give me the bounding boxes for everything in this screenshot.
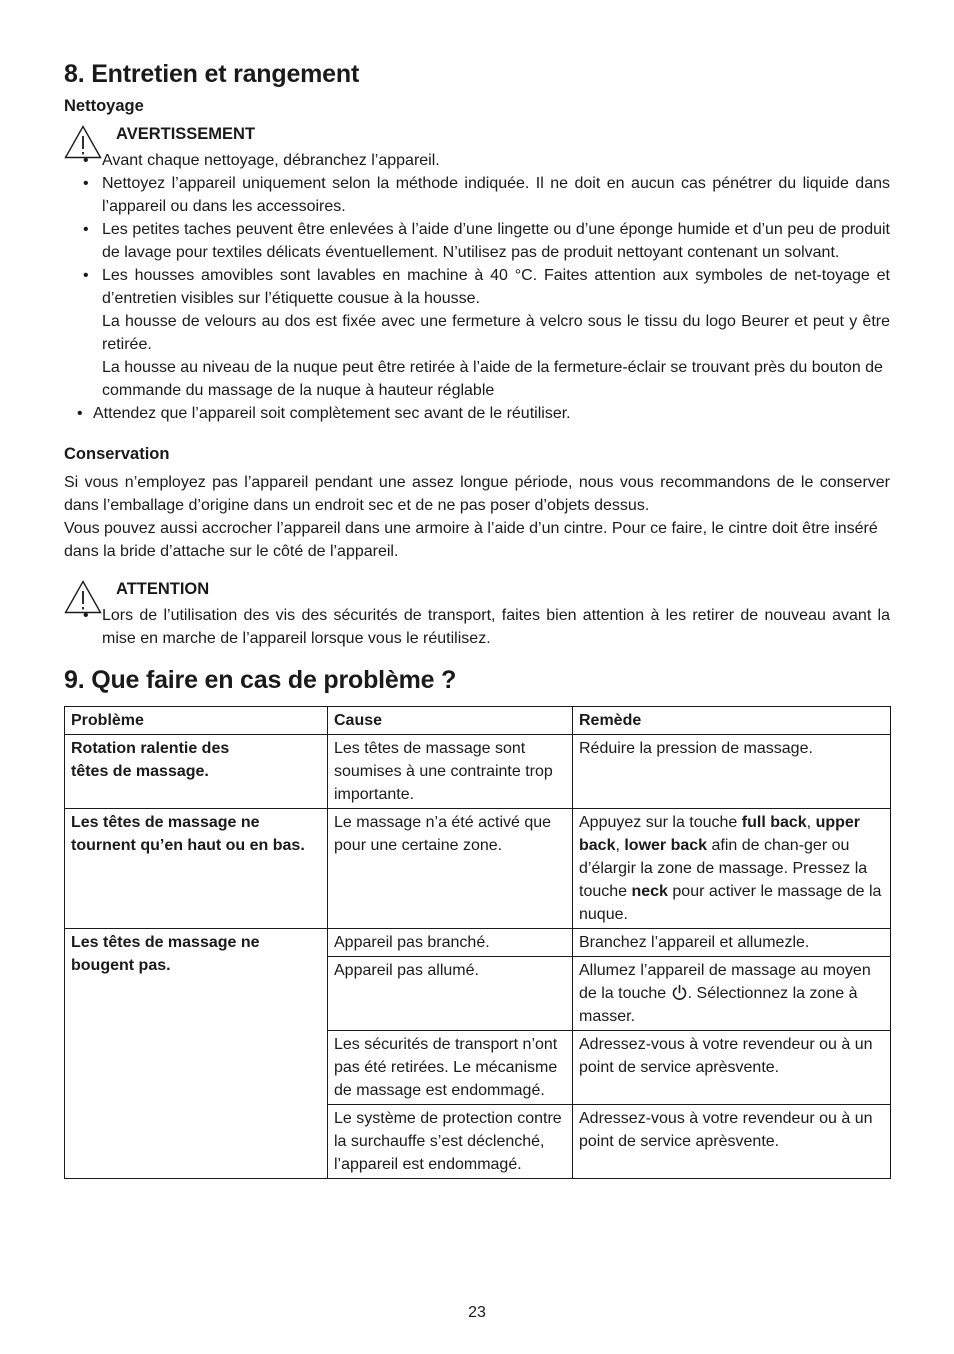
troubleshooting-table [64,706,891,1179]
remedy-text: Appuyez sur la touche [579,814,742,831]
remedy-cell: Réduire la pression de massage. [573,735,891,809]
header-remedy: Remède [573,707,891,735]
attention-title: ATTENTION [116,580,210,598]
page-number: 23 [468,1304,486,1321]
cause-cell: Le système de protection contre la surchauffe s’est déclenché, l’appareil est endommagé. [328,1105,573,1179]
problem-cell: Les têtes de massage ne bougent pas. [65,929,328,1179]
storage-heading: Conservation [64,445,170,463]
remedy-text: Allumez l’appareil de massage au moyen de la touche [579,962,871,1002]
attention-block [64,578,890,650]
key-label-neck: neck [631,883,668,900]
attention-list [83,604,890,650]
list-item: • Nettoyez l’appareil uniquement selon la méthode indiquée. Il ne doit en aucun cas pénétrer du liquide dans l’appareil ou dans les accessoires. [83,172,890,218]
problem-cell: Les têtes de massage ne tournent qu’en haut ou en bas. [65,809,328,929]
list-item: • Attendez que l’appareil soit complètement sec avant de le réutiliser. [77,402,890,425]
cause-cell: Appareil pas branché. [328,929,573,957]
problem-text: Rotation ralentie des têtes de massage. [71,740,230,780]
cleaning-warning-block [64,123,890,425]
table-row [65,929,891,957]
section-9-title: 9. Que faire en cas de problème ? [64,666,457,694]
remedy-text: pour activer le massage de la nuque. [579,883,882,923]
cause-cell: Appareil pas allumé. [328,957,573,1031]
problem-cell [65,735,328,809]
key-label-full-back: full back [741,814,807,831]
key-label-upper-back: upper back [579,814,861,854]
cause-cell: Le massage n’a été activé que pour une certaine zone. [328,809,573,929]
remedy-cell: Branchez l’appareil et allumezle. [573,929,891,957]
section-8-title: 8. Entretien et rangement [64,60,360,88]
list-item: • Avant chaque nettoyage, débranchez l’appareil. [83,149,890,172]
remedy-text: , [615,837,625,854]
remedy-cell [573,809,891,929]
key-label-lower-back: lower back [624,837,708,854]
remedy-text: . Sélectionnez la zone à masser. [579,985,858,1025]
header-problem: Problème [65,707,328,735]
header-cause: Cause [328,707,573,735]
list-item: • Les petites taches peuvent être enlevées à l’aide d’une lingette ou d’une éponge humide et d’un peu de produit de lavage pour textiles délicats éventuellement. N’utilisez pas de produit nettoyant contenant un solvant. [83,218,890,264]
remedy-cell [573,957,891,1031]
power-icon [671,984,688,1001]
cleaning-warning-list [83,149,890,425]
list-item-paragraph: La housse au niveau de la nuque peut être retirée à l’aide de la fermeture-éclair se trouvant près du bouton de commande du massage de la nuque à hauteur réglable [102,359,883,399]
cause-cell: Les têtes de massage sont soumises à une contrainte trop importante. [328,735,573,809]
storage-paragraph-2: Vous pouvez aussi accrocher l’appareil dans une armoire à l’aide d’un cintre. Pour ce faire, le cintre doit être inséré dans la bride d’attache sur le côté de l’appareil. [64,520,878,560]
table-header-row [65,707,891,735]
list-item [83,264,890,402]
cleaning-heading: Nettoyage [64,97,144,115]
list-item-paragraph: La housse de velours au dos est fixée avec une fermeture à velcro sous le tissu du logo Beurer et peut y être retirée. [102,313,890,353]
warning-title: AVERTISSEMENT [116,125,256,143]
remedy-text: , [806,814,816,831]
storage-paragraph-1: Si vous n’employez pas l’appareil pendant une assez longue période, nous vous recommandons de le conserver dans l’emballage d’origine dans un endroit sec et de ne pas poser d’objets dessus. [64,474,890,514]
list-item-text: Les housses amovibles sont lavables en machine à 40 °C. Faites attention aux symboles de net-toyage et d’entretien visibles sur l’étiquette cousue à la housse. [102,267,890,307]
list-item: • Lors de l’utilisation des vis des sécurités de transport, faites bien attention à les retirer de nouveau avant la mise en marche de l’appareil lorsque vous le réutilisez. [83,604,890,650]
table-row [65,735,891,809]
cause-cell: Les sécurités de transport n’ont pas été retirées. Le mécanisme de massage est endommagé. [328,1031,573,1105]
remedy-cell: Adressez-vous à votre revendeur ou à un point de service aprèsvente. [573,1105,891,1179]
table-row [65,809,891,929]
remedy-cell: Adressez-vous à votre revendeur ou à un point de service aprèsvente. [573,1031,891,1105]
remedy-text: afin de chan-ger ou d’élargir la zone de massage. Pressez la touche [579,837,868,900]
page-content [64,58,890,1179]
